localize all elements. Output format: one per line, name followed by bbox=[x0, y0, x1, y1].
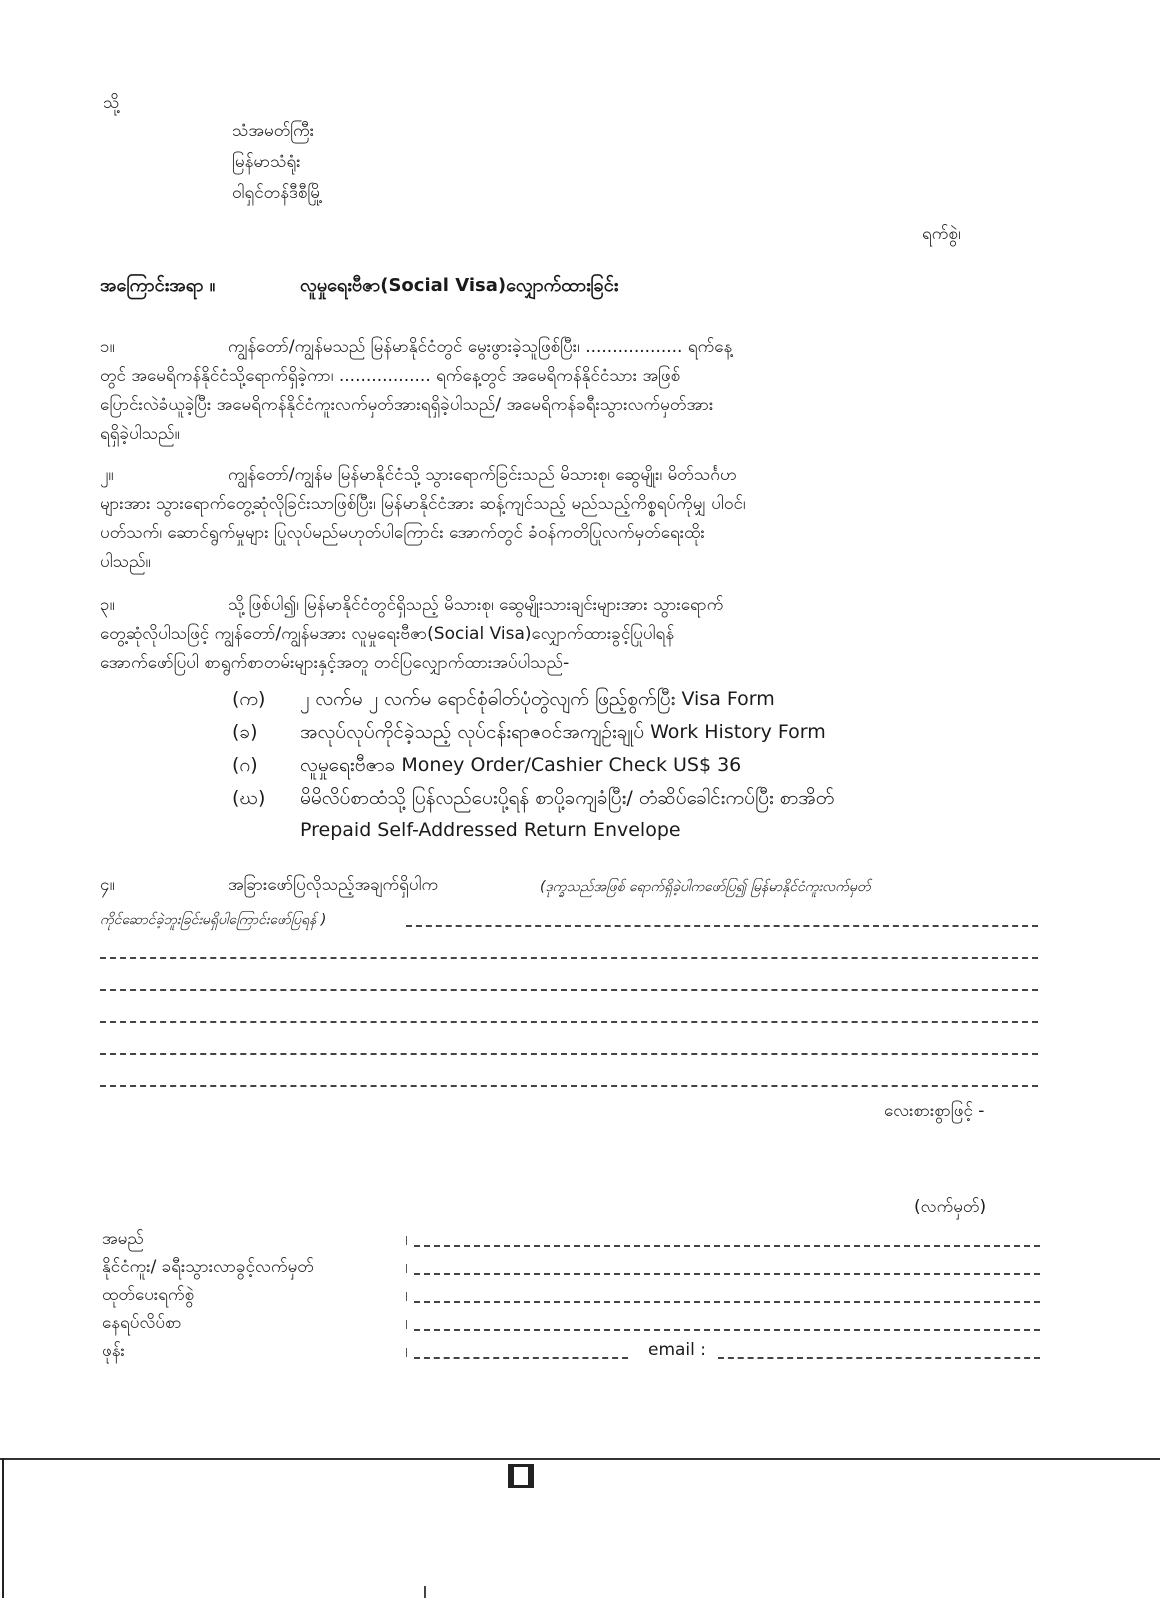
paragraph-line: သို့ဖြစ်ပါ၍၊ မြန်မာနိုင်ငံတွင်ရှိသည့် မိသားစု၊ ဆွေမျိုးသားချင်းများအား သွားရောက် bbox=[228, 595, 724, 615]
additional-info-line[interactable] bbox=[100, 957, 1038, 959]
additional-info-line[interactable] bbox=[406, 925, 1038, 927]
attachment-marker: (ခ) bbox=[232, 721, 258, 743]
additional-info-note: ကိုင်ဆောင်ခဲ့ဘူးခြင်းမရှိပါကြောင်းဖော်ပြရန် ) bbox=[100, 912, 327, 928]
attachment-text: လူမှုရေးဗီဇာခ Money Order/Cashier Check US$ 36 bbox=[300, 754, 742, 776]
additional-info-line[interactable] bbox=[100, 989, 1038, 991]
recipient-city: ဝါရှင်တန်ဒီစီမြို့ bbox=[232, 183, 323, 203]
address-label: နေရပ်လိပ်စာ bbox=[102, 1313, 182, 1333]
attachment-marker: (ဂ) bbox=[232, 754, 258, 776]
additional-info-line[interactable] bbox=[100, 1085, 1038, 1087]
passport-label: နိုင်ငံကူး/ ခရီးသွားလာခွင့်လက်မှတ် bbox=[102, 1257, 314, 1277]
attachment-marker: (က) bbox=[232, 688, 266, 710]
closing-text: လေးစားစွာဖြင့် - bbox=[884, 1101, 985, 1121]
field-tick bbox=[406, 1236, 407, 1245]
name-field[interactable] bbox=[414, 1245, 1040, 1247]
address-field[interactable] bbox=[414, 1329, 1040, 1331]
scan-mark bbox=[424, 1586, 426, 1598]
paragraph-line: ပတ်သက်၊ ဆောင်ရွက်မှုများ ပြုလုပ်မည်မဟုတ်ပါကြောင်း အောက်တွင် ခံဝန်ကတိပြုလက်မှတ်ရေးထိုး bbox=[100, 523, 705, 543]
subject-text: လူမှုရေးဗီဇာ(Social Visa)လျှောက်ထားခြင်း bbox=[300, 275, 619, 296]
name-label: အမည် bbox=[102, 1229, 144, 1249]
paragraph-line: တွေ့ဆုံလိုပါသဖြင့် ကျွန်တော်/ကျွန်မအား လူမှုရေးဗီဇာ(Social Visa)လျှောက်ထားခွင့်ပြုပါရန် bbox=[100, 624, 675, 644]
additional-info-prompt: အခြားဖော်ပြလိုသည့်အချက်ရှိပါက bbox=[228, 875, 439, 895]
paragraph-2 bbox=[100, 461, 1040, 577]
page-divider bbox=[0, 1458, 1160, 1460]
date-label: ရက်စွဲ၊ bbox=[922, 224, 961, 244]
paragraph-number: ၂။ bbox=[100, 465, 114, 485]
passport-field[interactable] bbox=[414, 1273, 1040, 1275]
attachment-text: အလုပ်လုပ်ကိုင်ခဲ့သည့် လုပ်ငန်းရာဇဝင်အကျဉ်းချုပ် Work History Form bbox=[300, 721, 826, 743]
salutation-to: သို့ bbox=[103, 93, 120, 113]
phone-field[interactable] bbox=[414, 1357, 628, 1359]
additional-info-note: (ဒုက္ခသည်အဖြစ် ရောက်ရှိခဲ့ပါကဖော်ပြ၍ မြန်မာနိုင်ငံကူးလက်မှတ် bbox=[540, 879, 871, 895]
field-tick bbox=[406, 1320, 407, 1329]
recipient-title: သံအမတ်ကြီး bbox=[232, 121, 315, 141]
paragraph-number: ၁။ bbox=[100, 337, 115, 357]
paragraph-line: ပြောင်းလဲခံယူခဲ့ပြီး အမေရိကန်နိုင်ငံကူးလက်မှတ်အားရရှိခဲ့ပါသည်/ အမေရိကန်ခရီးသွားလက်မှတ်အား bbox=[100, 395, 714, 415]
phone-label: ဖုန်း bbox=[102, 1341, 125, 1361]
email-label: email : bbox=[648, 1340, 707, 1360]
attachment-text: ၂ လက်မ ၂ လက်မ ရောင်စုံဓါတ်ပုံတွဲလျက် ဖြည့်စွက်ပြီး Visa Form bbox=[300, 688, 775, 710]
issue-date-label: ထုတ်ပေးရက်စွဲ bbox=[102, 1285, 195, 1305]
paragraph-line: ကျွန်တော်/ကျွန်မ မြန်မာနိုင်ငံသို့ သွားရောက်ခြင်းသည် မိသားစု၊ ဆွေမျိုး၊ မိတ်သင်္ဂဟ bbox=[228, 465, 737, 485]
email-field[interactable] bbox=[718, 1357, 1040, 1359]
paragraph-number: ၄။ bbox=[100, 875, 115, 895]
field-tick bbox=[406, 1348, 407, 1357]
paragraph-line: ပါသည်။ bbox=[100, 552, 151, 572]
recipient-embassy: မြန်မာသံရုံး bbox=[232, 152, 301, 172]
paragraph-1 bbox=[100, 333, 1040, 449]
additional-info-line[interactable] bbox=[100, 1021, 1038, 1023]
attachment-text: မိမိလိပ်စာထံသို့ ပြန်လည်ပေးပို့ရန် စာပို့ခကျခံပြီး/ တံဆိပ်ခေါင်းကပ်ပြီး စာအိတ် bbox=[300, 787, 835, 809]
paragraph-line: ကျွန်တော်/ကျွန်မသည် မြန်မာနိုင်ငံတွင် မွေးဖွားခဲ့သူဖြစ်ပြီး၊ .................. ရက်နေ့ bbox=[228, 337, 733, 357]
signature-label: (လက်မှတ်) bbox=[914, 1197, 987, 1217]
paragraph-3 bbox=[100, 591, 1040, 678]
scan-edge bbox=[2, 1458, 4, 1598]
paragraph-number: ၃။ bbox=[100, 595, 115, 615]
field-tick bbox=[406, 1292, 407, 1301]
film-strip-icon bbox=[508, 1464, 534, 1488]
paragraph-line: ရရှိခဲ့ပါသည်။ bbox=[100, 424, 180, 444]
paragraph-line: များအား သွားရောက်တွေ့ဆုံလိုခြင်းသာဖြစ်ပြီး၊ မြန်မာနိုင်ငံအား ဆန့်ကျင်သည့် မည်သည့်ကိစ္စရပ်ကိုမျှ ပါဝင်၊ bbox=[100, 494, 746, 514]
subject-label: အကြောင်းအရာ ။ bbox=[100, 275, 216, 296]
attachment-marker: (ဃ) bbox=[232, 787, 266, 809]
paragraph-line: အောက်ဖော်ပြပါ စာရွက်စာတမ်းများနှင့်အတူ တင်ပြလျှောက်ထားအပ်ပါသည်- bbox=[100, 653, 570, 673]
paragraph-line: တွင် အမေရိကန်နိုင်ငံသို့ရောက်ရှိခဲ့ကာ၊ ................. ရက်နေ့တွင် အမေရိကန်နိုင်ငံသား အဖြစ် bbox=[100, 366, 681, 386]
field-tick bbox=[406, 1264, 407, 1273]
additional-info-line[interactable] bbox=[100, 1053, 1038, 1055]
attachment-text-continued: Prepaid Self-Addressed Return Envelope bbox=[300, 819, 681, 841]
issue-date-field[interactable] bbox=[414, 1301, 1040, 1303]
